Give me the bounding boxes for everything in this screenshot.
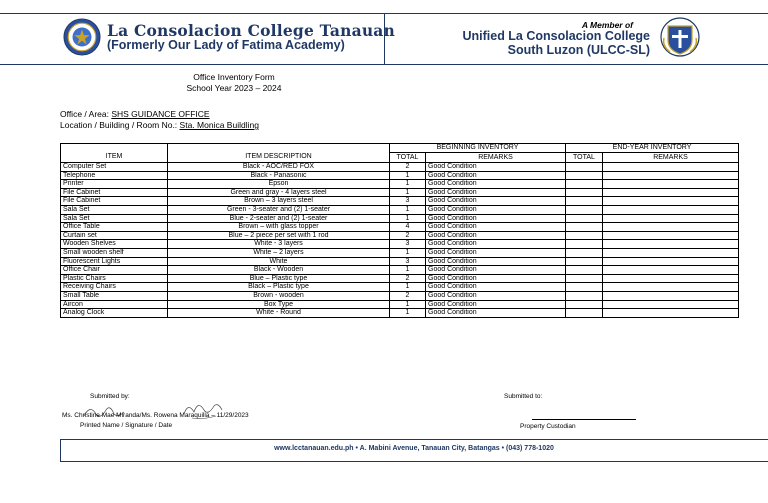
description-cell: Brown - wooden (168, 291, 390, 300)
table-row (61, 223, 739, 232)
item-cell: Small Table (61, 291, 168, 300)
office-area-line (60, 109, 210, 119)
table-row (61, 291, 739, 300)
description-cell: Blue – Plastic type (168, 274, 390, 283)
end-year-inventory-header: END-YEAR INVENTORY (566, 144, 739, 153)
beginning-total-header: TOTAL (390, 153, 426, 163)
beginning-total-cell: 1 (390, 248, 426, 257)
member-of-label: A Member of (581, 20, 633, 30)
beginning-remarks-cell: Good Condition (426, 240, 566, 249)
header-item-spacer (61, 144, 168, 153)
beginning-total-cell: 1 (390, 266, 426, 275)
item-cell: File Cabinet (61, 197, 168, 206)
end-year-remarks-cell (603, 257, 739, 266)
end-year-total-cell (566, 214, 603, 223)
item-cell: Small wooden shelf (61, 248, 168, 257)
item-cell: Printer (61, 180, 168, 189)
end-year-total-cell (566, 291, 603, 300)
end-year-remarks-cell (603, 197, 739, 206)
beginning-total-cell: 3 (390, 240, 426, 249)
item-cell: Telephone (61, 171, 168, 180)
end-year-total-cell (566, 180, 603, 189)
beginning-total-cell: 2 (390, 231, 426, 240)
description-cell: Brown – 3 layers steel (168, 197, 390, 206)
table-row (61, 171, 739, 180)
description-cell: Blue – 2 piece per set with 1 rod (168, 231, 390, 240)
footer-contact: www.lcctanauan.edu.ph • A. Mabini Avenue, Tanauan City, Batangas • (043) 778-1020 (274, 445, 554, 452)
end-year-remarks-cell (603, 180, 739, 189)
beginning-total-cell: 3 (390, 257, 426, 266)
end-year-remarks-cell (603, 163, 739, 172)
table-row (61, 266, 739, 275)
beginning-remarks-cell: Good Condition (426, 171, 566, 180)
beginning-remarks-cell: Good Condition (426, 300, 566, 309)
beginning-total-cell: 1 (390, 300, 426, 309)
item-cell: Wooden Shelves (61, 240, 168, 249)
description-cell: Green - 3-seater and (2) 1-seater (168, 205, 390, 214)
description-cell: White - Round (168, 309, 390, 318)
handwritten-signature (80, 398, 240, 424)
description-cell: Blue - 2-seater and (2) 1-seater (168, 214, 390, 223)
beginning-total-cell: 2 (390, 163, 426, 172)
description-column-header: ITEM DESCRIPTION (168, 153, 390, 163)
college-former-name: (Formerly Our Lady of Fatima Academy) (107, 38, 345, 52)
beginning-remarks-cell: Good Condition (426, 188, 566, 197)
college-name: La Consolacion College Tanauan (107, 21, 396, 40)
end-year-total-cell (566, 188, 603, 197)
end-year-total-cell (566, 257, 603, 266)
inventory-rows (61, 163, 739, 318)
end-year-remarks-cell (603, 283, 739, 292)
end-year-remarks-cell (603, 240, 739, 249)
description-cell: White (168, 257, 390, 266)
beginning-remarks-cell: Good Condition (426, 197, 566, 206)
beginning-total-cell: 1 (390, 171, 426, 180)
item-cell: Office Table (61, 223, 168, 232)
end-year-total-cell (566, 171, 603, 180)
submitted-to-label: Submitted to: (504, 393, 543, 400)
beginning-remarks-cell: Good Condition (426, 163, 566, 172)
table-row (61, 309, 739, 318)
item-cell: Sala Set (61, 205, 168, 214)
description-cell: Black - Panasonic (168, 171, 390, 180)
end-year-total-cell (566, 248, 603, 257)
printed-name-caption: Printed Name / Signature / Date (80, 422, 173, 429)
end-year-remarks-header: REMARKS (603, 153, 739, 163)
beginning-total-cell: 3 (390, 197, 426, 206)
beginning-total-cell: 4 (390, 223, 426, 232)
beginning-remarks-cell: Good Condition (426, 257, 566, 266)
description-cell: Epson (168, 180, 390, 189)
description-cell: White - 3 layers (168, 240, 390, 249)
custodian-signature-line (532, 419, 636, 420)
beginning-remarks-cell: Good Condition (426, 274, 566, 283)
table-row (61, 257, 739, 266)
item-cell: Analog Clock (61, 309, 168, 318)
end-year-total-cell (566, 240, 603, 249)
unified-college-name: Unified La Consolacion College (462, 29, 650, 43)
beginning-remarks-cell: Good Condition (426, 214, 566, 223)
end-year-remarks-cell (603, 188, 739, 197)
table-row (61, 283, 739, 292)
beginning-remarks-cell: Good Condition (426, 266, 566, 275)
table-row (61, 163, 739, 172)
description-cell: Black - AOC/RED FOX (168, 163, 390, 172)
end-year-remarks-cell (603, 205, 739, 214)
table-row (61, 214, 739, 223)
beginning-remarks-cell: Good Condition (426, 205, 566, 214)
table-row (61, 231, 739, 240)
end-year-total-cell (566, 300, 603, 309)
beginning-remarks-cell: Good Condition (426, 223, 566, 232)
beginning-inventory-header: BEGINNING INVENTORY (390, 144, 566, 153)
end-year-total-cell (566, 283, 603, 292)
end-year-total-header: TOTAL (566, 153, 603, 163)
end-year-total-cell (566, 266, 603, 275)
item-cell: Office Chair (61, 266, 168, 275)
item-cell: File Cabinet (61, 188, 168, 197)
submitted-by-label: Submitted by: (90, 393, 130, 400)
form-title: Office Inventory Form (193, 72, 275, 82)
table-row (61, 274, 739, 283)
item-cell: Fluorescent Lights (61, 257, 168, 266)
beginning-total-cell: 1 (390, 214, 426, 223)
table-row (61, 188, 739, 197)
description-cell: Black – Plastic type (168, 283, 390, 292)
beginning-total-cell: 2 (390, 274, 426, 283)
end-year-remarks-cell (603, 223, 739, 232)
beginning-total-cell: 1 (390, 283, 426, 292)
item-cell: Aircon (61, 300, 168, 309)
school-year: School Year 2023 – 2024 (186, 83, 282, 93)
description-cell: Green and gray - 4 layers steel (168, 188, 390, 197)
beginning-remarks-cell: Good Condition (426, 231, 566, 240)
location-value: Sta. Monica Buildling (179, 120, 259, 130)
location-line (60, 120, 259, 130)
table-row (61, 180, 739, 189)
beginning-remarks-cell: Good Condition (426, 180, 566, 189)
beginning-total-cell: 1 (390, 188, 426, 197)
item-cell: Curtain set (61, 231, 168, 240)
office-area-label: Office / Area: (60, 109, 112, 119)
beginning-remarks-cell: Good Condition (426, 291, 566, 300)
end-year-total-cell (566, 197, 603, 206)
signer-names: Ms. Christine Mae Miranda/Ms. Rowena Maraquilla – 11/29/2023 (62, 412, 249, 419)
end-year-total-cell (566, 274, 603, 283)
end-year-total-cell (566, 163, 603, 172)
table-row (61, 240, 739, 249)
beginning-total-cell: 1 (390, 309, 426, 318)
header-description-spacer (168, 144, 390, 153)
beginning-remarks-cell: Good Condition (426, 309, 566, 318)
end-year-total-cell (566, 309, 603, 318)
end-year-remarks-cell (603, 214, 739, 223)
beginning-remarks-cell: Good Condition (426, 248, 566, 257)
end-year-remarks-cell (603, 291, 739, 300)
table-row (61, 300, 739, 309)
office-area-value: SHS GUIDANCE OFFICE (111, 109, 210, 119)
beginning-total-cell: 1 (390, 180, 426, 189)
table-row (61, 205, 739, 214)
end-year-remarks-cell (603, 248, 739, 257)
beginning-remarks-cell: Good Condition (426, 283, 566, 292)
college-seal-icon (63, 18, 101, 56)
end-year-remarks-cell (603, 300, 739, 309)
description-cell: Box Type (168, 300, 390, 309)
item-cell: Computer Set (61, 163, 168, 172)
item-cell: Sala Set (61, 214, 168, 223)
end-year-remarks-cell (603, 231, 739, 240)
end-year-total-cell (566, 223, 603, 232)
beginning-total-cell: 2 (390, 291, 426, 300)
table-row (61, 248, 739, 257)
table-row (61, 197, 739, 206)
property-custodian-caption: Property Custodian (520, 423, 576, 430)
end-year-total-cell (566, 205, 603, 214)
end-year-total-cell (566, 231, 603, 240)
end-year-remarks-cell (603, 309, 739, 318)
description-cell: White – 2 layers (168, 248, 390, 257)
beginning-remarks-header: REMARKS (426, 153, 566, 163)
inventory-table (60, 143, 739, 318)
description-cell: Brown – with glass topper (168, 223, 390, 232)
item-cell: Receiving Chairs (61, 283, 168, 292)
unified-college-region: South Luzon (ULCC-SL) (507, 43, 650, 57)
end-year-remarks-cell (603, 274, 739, 283)
end-year-remarks-cell (603, 171, 739, 180)
end-year-remarks-cell (603, 266, 739, 275)
item-column-header: ITEM (61, 153, 168, 163)
description-cell: Black - Wooden (168, 266, 390, 275)
beginning-total-cell: 1 (390, 205, 426, 214)
location-label: Location / Building / Room No.: (60, 120, 180, 130)
ulcc-sl-seal-icon (658, 16, 702, 58)
item-cell: Plastic Chairs (61, 274, 168, 283)
